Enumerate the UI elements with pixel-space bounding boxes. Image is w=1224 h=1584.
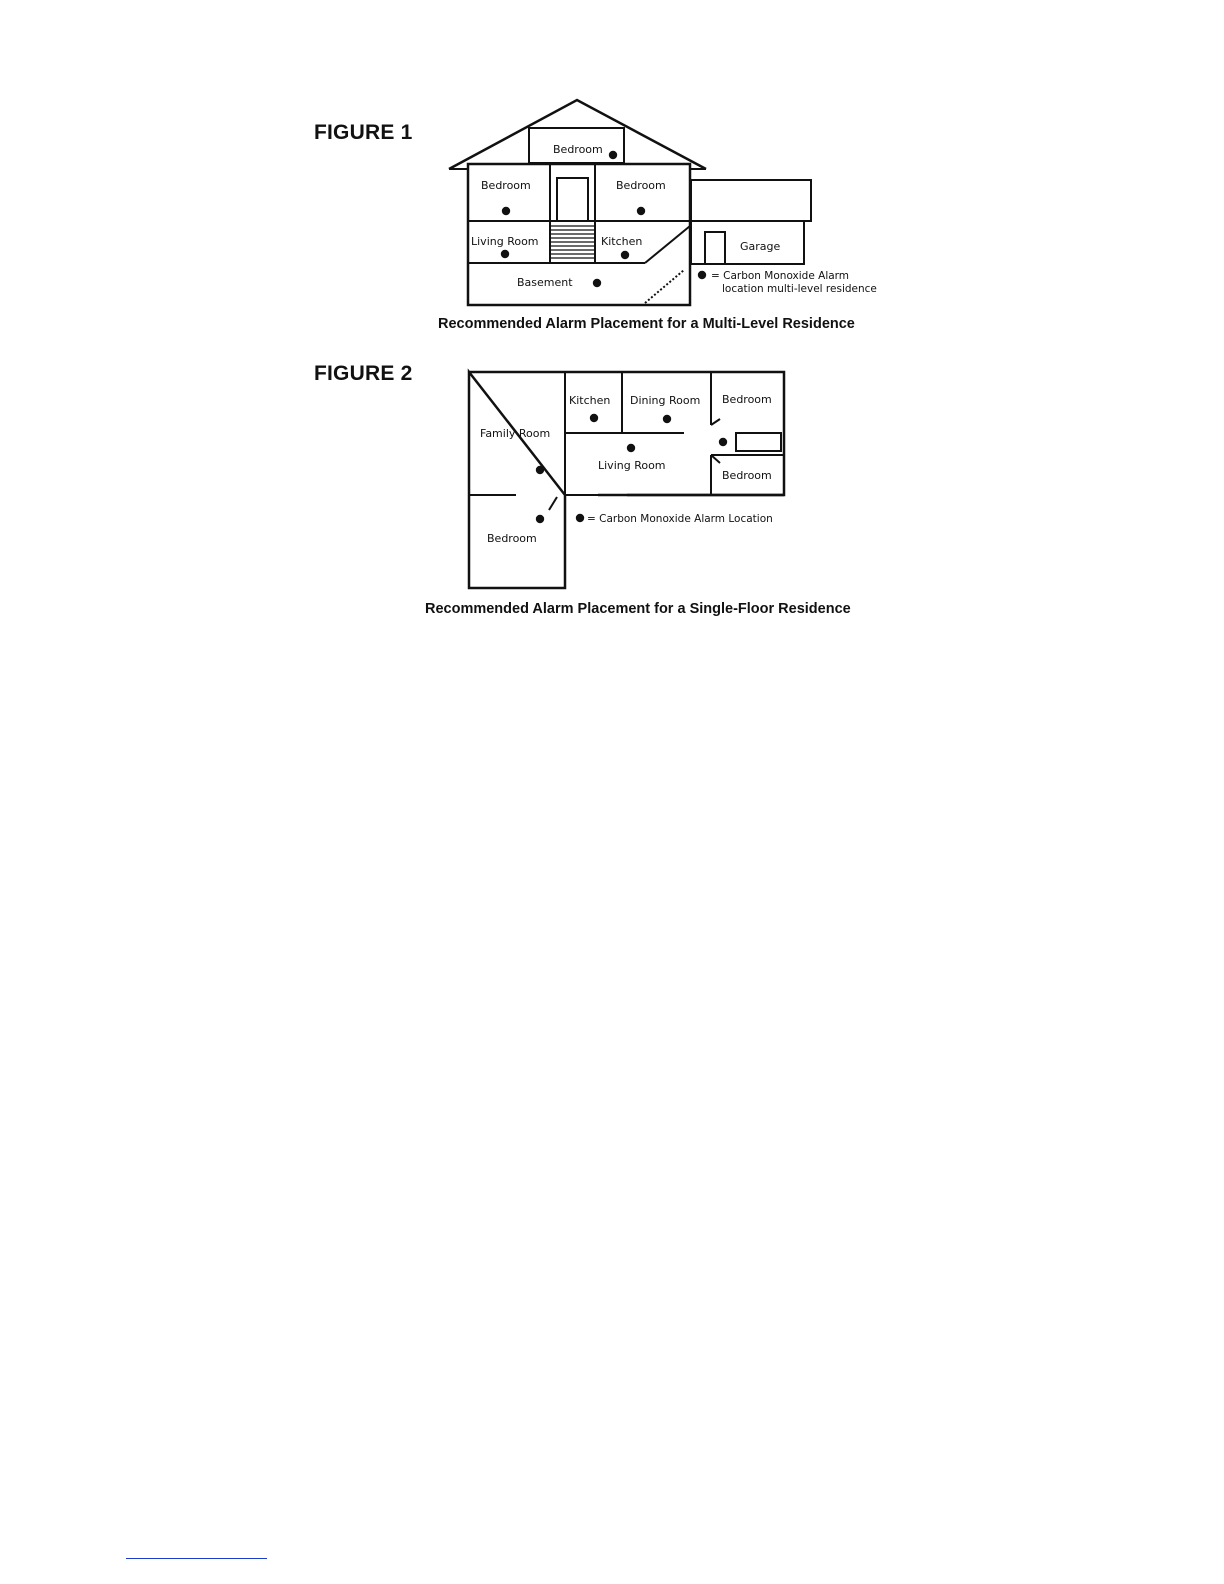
living-room-label: Living Room <box>471 235 539 248</box>
alarm-dot <box>627 444 635 452</box>
alarm-dot <box>593 279 601 287</box>
footnote-rule <box>126 1558 267 1559</box>
kitchen-label: Kitchen <box>569 394 611 407</box>
legend-line-1: = Carbon Monoxide Alarm <box>711 270 850 282</box>
kitchen-label: Kitchen <box>601 235 643 248</box>
alarm-dot <box>621 251 629 259</box>
dining-room-label: Dining Room <box>630 394 701 407</box>
figure-2-plan <box>469 372 784 588</box>
garage-door <box>705 232 725 264</box>
figure-2-label: FIGURE 2 <box>314 362 413 385</box>
bedroom-top-label: Bedroom <box>722 393 772 406</box>
upper-hall-door <box>557 178 588 221</box>
family-room-label: Family Room <box>480 427 551 440</box>
living-room-label: Living Room <box>598 459 666 472</box>
bedroom-mid-label: Bedroom <box>722 469 772 482</box>
garage-roof <box>691 180 811 221</box>
legend-line-2: location multi-level residence <box>722 283 877 295</box>
legend-text: = Carbon Monoxide Alarm Location <box>587 513 773 525</box>
alarm-dot <box>590 414 598 422</box>
stairs <box>551 226 594 258</box>
alarm-dot <box>536 515 544 523</box>
closet <box>736 433 781 451</box>
alarm-dot <box>502 207 510 215</box>
basement-stairs <box>645 270 684 303</box>
garage-label: Garage <box>740 240 781 253</box>
bedroom-left-label: Bedroom <box>481 179 531 192</box>
figure-2-caption: Recommended Alarm Placement for a Single-Floor Residence <box>425 601 851 617</box>
figure-1-label: FIGURE 1 <box>314 121 413 144</box>
bedroom-right-label: Bedroom <box>616 179 666 192</box>
roof-outline <box>449 100 706 169</box>
alarm-dot <box>501 250 509 258</box>
alarm-dot <box>663 415 671 423</box>
alarm-dot <box>536 466 544 474</box>
legend-alarm-dot <box>576 514 584 522</box>
basement-label: Basement <box>517 276 573 289</box>
alarm-dot <box>719 438 727 446</box>
figure-1-house <box>449 100 877 305</box>
alarm-dot <box>609 151 617 159</box>
attic-bedroom-label: Bedroom <box>553 143 603 156</box>
alarm-dot <box>637 207 645 215</box>
figure-1-caption: Recommended Alarm Placement for a Multi-Level Residence <box>438 316 855 332</box>
legend-alarm-dot <box>698 271 706 279</box>
bedroom-bottom-label: Bedroom <box>487 532 537 545</box>
